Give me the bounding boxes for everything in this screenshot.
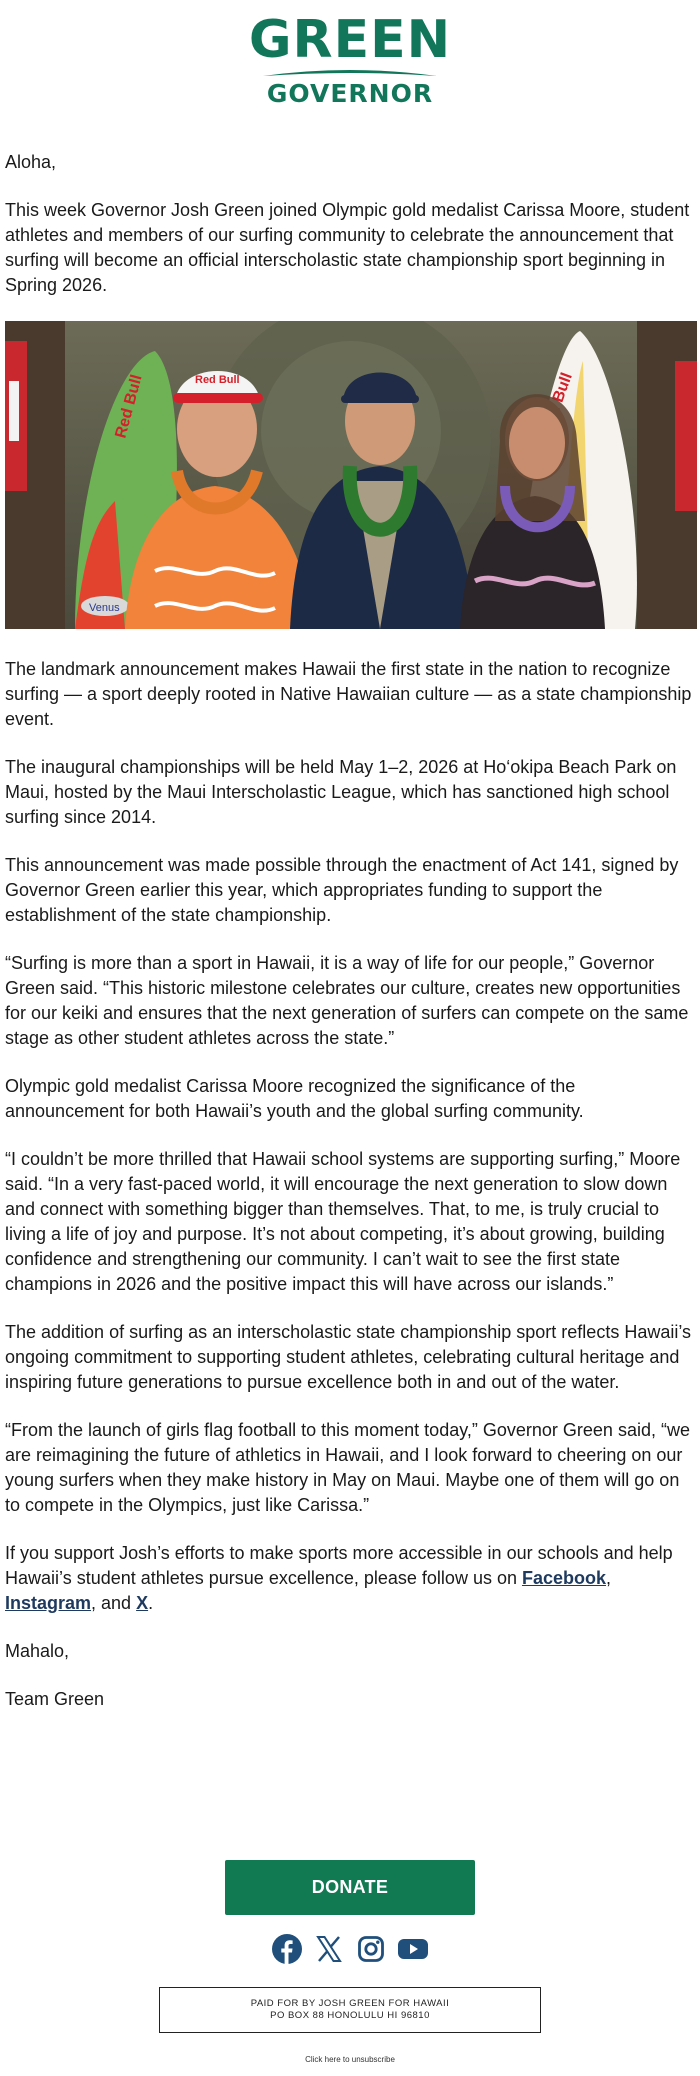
donate-button[interactable]: DONATE <box>225 1860 475 1915</box>
instagram-link[interactable]: Instagram <box>5 1593 92 1613</box>
greeting: Aloha, <box>5 152 57 172</box>
logo-line-governor: GOVERNOR <box>266 79 434 108</box>
body-paragraph: The addition of surfing as an interscholastic state championship sport reflects Hawaii’s ongoing commitment to supporting student athletes, celebrating cultural heritage and inspiring future generations to pursue excellence both in and out of the water. <box>5 1322 692 1392</box>
x-icon[interactable] <box>313 1933 345 1965</box>
paid-for-disclaimer <box>159 1987 541 2033</box>
youtube-icon[interactable] <box>397 1933 429 1965</box>
facebook-icon[interactable] <box>271 1933 303 1965</box>
brand-logo <box>0 10 700 108</box>
follow-separator: , <box>606 1568 612 1588</box>
paid-line-1: PAID FOR BY JOSH GREEN FOR HAWAII <box>250 1998 450 2009</box>
follow-end: . <box>148 1593 154 1613</box>
body-paragraph: “From the launch of girls flag football to this moment today,” Governor Green said, “we are reimagining the future of athletics in Hawaii, and I look forward to cheering on our young surfers when they make history in May on Maui. Maybe one of them will go on to compete in the Olympics, just like Carissa.” <box>5 1420 690 1515</box>
paid-line-2: PO BOX 88 HONOLULU HI 96810 <box>270 2010 430 2021</box>
body-paragraph: The landmark announcement makes Hawaii the first state in the nation to recognize surfing — a sport deeply rooted in Native Hawaiian culture — as a state championship event. <box>5 659 692 729</box>
board-left-logo: Red Bull <box>112 372 146 441</box>
email-body <box>5 150 697 1735</box>
unsubscribe-row <box>0 2055 700 2064</box>
follow-separator: , and <box>91 1593 137 1613</box>
event-photo <box>5 321 697 629</box>
event-photo-illustration <box>5 321 697 629</box>
unsubscribe-link[interactable]: Click here to unsubscribe <box>305 2055 395 2064</box>
x-link[interactable]: X <box>136 1593 149 1613</box>
body-paragraph: Olympic gold medalist Carissa Moore recognized the significance of the announcement for both Hawaii’s youth and the global surfing community. <box>5 1076 584 1121</box>
email-footer <box>0 1860 700 2064</box>
cap-logo: Red Bull <box>195 374 240 386</box>
board-brand-logo: Venus <box>89 602 120 614</box>
follow-paragraph <box>5 1541 697 1616</box>
follow-text: If you support Josh’s efforts to make sports more accessible in our schools and help Hawaii’s student athletes pursue excellence, please follow us on <box>5 1543 673 1588</box>
intro-paragraph: This week Governor Josh Green joined Olympic gold medalist Carissa Moore, student athletes and members of our surfing community to celebrate the announcement that surfing will become an official interscholastic state championship sport beginning in Spring 2026. <box>5 200 690 295</box>
body-paragraph: The inaugural championships will be held May 1–2, 2026 at Ho‘okipa Beach Park on Maui, hosted by the Maui Interscholastic League, which has sanctioned high school surfing since 2014. <box>5 757 677 827</box>
instagram-icon[interactable] <box>355 1933 387 1965</box>
body-paragraph: “Surfing is more than a sport in Hawaii, it is a way of life for our people,” Governor Green said. “This historic milestone celebrates our culture, creates new opportunities for our keiki and ensures that the next generation of surfers can compete on the same stage as other student athletes across the state.” <box>5 953 689 1048</box>
signature: Team Green <box>5 1689 105 1709</box>
body-paragraph: This announcement was made possible through the enactment of Act 141, signed by Governor Green earlier this year, which appropriates funding to support the establishment of the state championship. <box>5 855 679 925</box>
facebook-link[interactable]: Facebook <box>521 1568 607 1588</box>
closing: Mahalo, <box>5 1641 70 1661</box>
social-icons <box>0 1933 700 1965</box>
body-paragraph: “I couldn’t be more thrilled that Hawaii school systems are supporting surfing,” Moore said. “In a very fast-paced world, it will encourage the next generation to slow down and connect with something bigger than themselves. That, to me, is truly crucial to living a life of joy and purpose. It’s not about competing, it’s about growing, building confidence and strengthening our community. I can’t wait to see the first state champions in 2026 and the positive impact this will have across our islands.” <box>5 1149 681 1294</box>
logo-line-green: GREEN <box>248 10 452 70</box>
